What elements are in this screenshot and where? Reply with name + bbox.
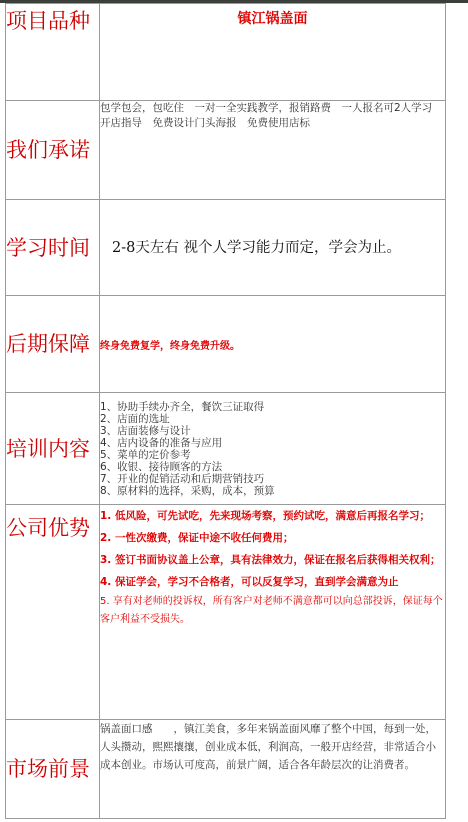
table-row [6,505,446,720]
table-row [6,296,446,393]
list-item: 1、协助手续办齐全，餐饮三证取得 [100,400,265,413]
list-item: 6、收银、接待顾客的方法 [100,460,223,473]
table-row [6,200,446,296]
row-value [100,101,446,200]
row-value [100,200,446,296]
row-label: 公司优势 [6,505,100,720]
row-label: 市场前景 [6,720,100,819]
table-row [6,101,446,200]
list-item: 4、店内设备的准备与应用 [100,436,223,449]
list-item: 5、菜单的定价参考 [100,448,191,461]
promise-text: 包学包会，包吃住 一对一全实践教学，报销路费 一人报名可2人学习 开店指导 免费设计门头海报 免费使用店标 [100,102,443,129]
training-list [100,401,445,497]
table-row [6,393,446,505]
product-title: 镇江锅盖面 [237,11,308,27]
row-label: 培训内容 [6,393,100,505]
study-time-text: 2-8天左右 视个人学习能力而定，学会为止。 [112,239,401,256]
market-text: 锅盖面口感 ，镇江美食，多年来锅盖面风靡了整个中国，每到一处，人头攒动，熙熙攘攘，创业成本低，利润高，一般开店经营，非常适合小成本创业。市场认可度高，前景广阔，适合各年龄层次的让消费者。 [100,723,436,771]
list-item: 3、店面装修与设计 [100,424,191,437]
list-item: 2. 一性次缴费，保证中途不收任何费用； [100,532,294,544]
list-item: 1. 低风险，可先试吃，先来现场考察，预约试吃，满意后再报名学习； [100,510,430,522]
row-label: 项目品种 [6,4,100,101]
list-item: 7、开业的促销活动和后期营销技巧 [100,472,265,485]
row-value [100,296,446,393]
row-value [100,720,446,819]
after-service-text: 终身免费复学，终身免费升级。 [100,340,240,352]
row-label: 后期保障 [6,296,100,393]
row-value [100,4,446,101]
table-row [6,4,446,101]
list-item: 2、店面的选址 [100,412,170,425]
list-item: 5. 享有对老师的投诉权，所有客户对老师不满意都可以向总部投诉，保证每个客户利益不受损失。 [100,596,443,625]
list-item: 4. 保证学会，学习不合格者，可以反复学习，直到学会满意为止 [100,576,399,588]
list-item: 3. 签订书面协议盖上公章，具有法律效力，保证在报名后获得相关权利； [100,554,441,566]
row-value [100,505,446,720]
row-value [100,393,446,505]
info-table [5,3,446,819]
row-label: 学习时间 [6,200,100,296]
list-item: 8、原材料的选择，采购，成本，预算 [100,484,275,497]
table-row [6,720,446,819]
row-label: 我们承诺 [6,101,100,200]
